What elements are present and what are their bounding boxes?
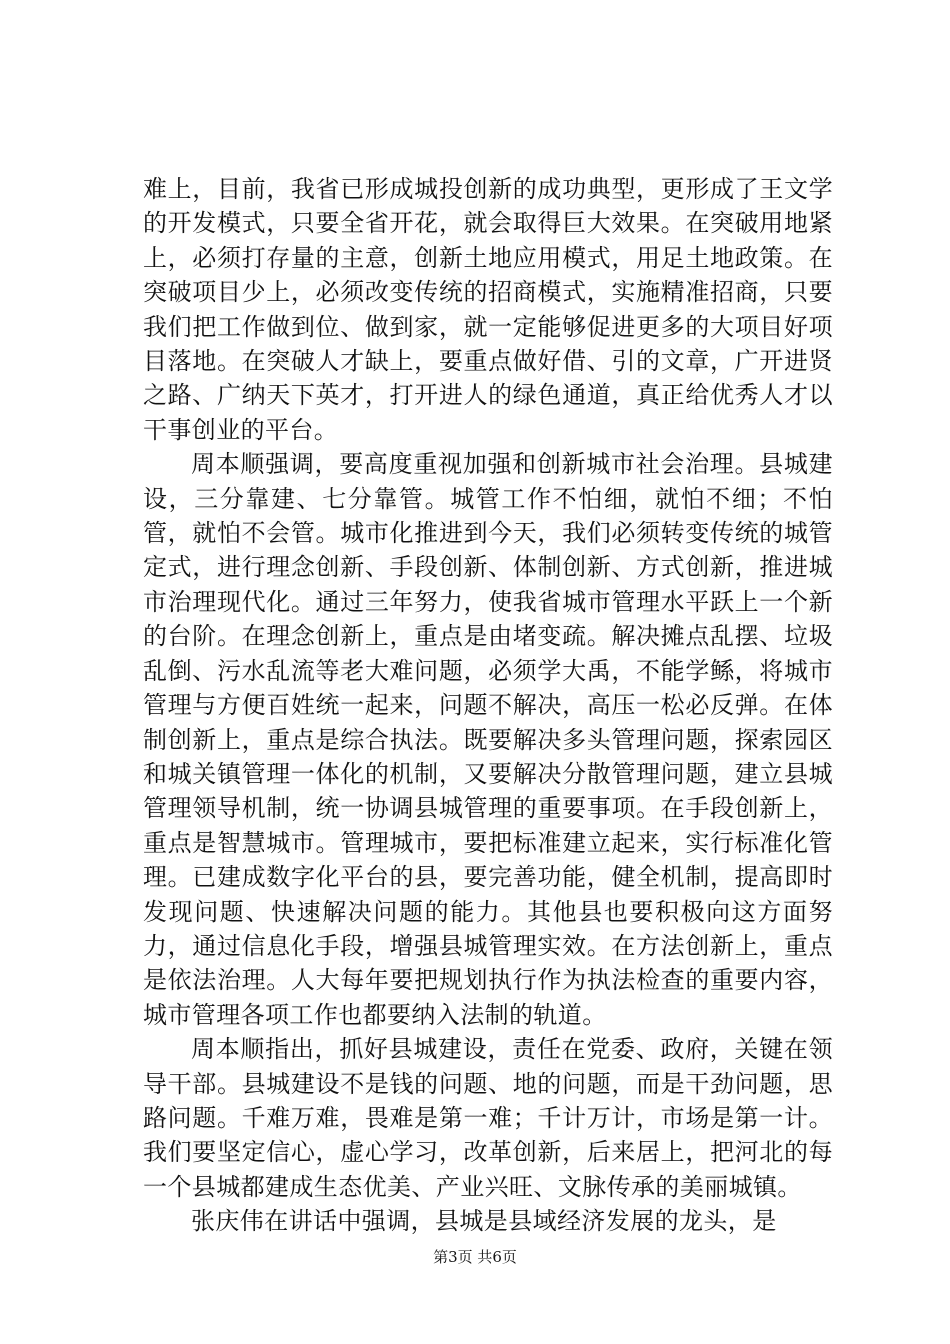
page-number-footer: 第3页 共6页 [433, 1248, 517, 1266]
paragraph-2: 周本顺强调，要高度重视加强和创新城市社会治理。县城建设，三分靠建、七分靠管。城管工作不怕细，就怕不细；不怕管，就怕不会管。城市化推进到今天，我们必须转变传统的城管定式，进行理念创新、手段创新、体制创新、方式创新，推进城市治理现代化。通过三年努力，使我省城市管理水平跃上一个新的台阶。在理念创新上，重点是由堵变疏。解决摊点乱摆、垃圾乱倒、污水乱流等老大难问题，必须学大禹，不能学鲧，将城市管理与方便百姓统一起来，问题不解决，高压一松必反弹。在体制创新上，重点是综合执法。既要解决多头管理问题，探索园区和城关镇管理一体化的机制，又要解决分散管理问题，建立县城管理领导机制，统一协调县城管理的重要事项。在手段创新上，重点是智慧城市。管理城市，要把标准建立起来，实行标准化管理。已建成数字化平台的县，要完善功能，健全机制，提高即时发现问题、快速解决问题的能力。其他县也要积极向这方面努力，通过信息化手段，增强县城管理实效。在方法创新上，重点是依法治理。人大每年要把规划执行作为执法检查的重要内容，城市管理各项工作也都要纳入法制的轨道。 [143, 450, 833, 1029]
paragraph-3: 周本顺指出，抓好县城建设，责任在党委、政府，关键在领导干部。县城建设不是钱的问题、地的问题，而是干劲问题，思路问题。千难万难，畏难是第一难；千计万计，市场是第一计。我们要坚定信心，虚心学习，改革创新，后来居上，把河北的每一个县城都建成生态优美、产业兴旺、文脉传承的美丽城镇。 [143, 1035, 833, 1201]
paragraph-1: 难上，目前，我省已形成城投创新的成功典型，更形成了王文学的开发模式，只要全省开花，就会取得巨大效果。在突破用地紧上，必须打存量的主意，创新土地应用模式，用足土地政策。在突破项目少上，必须改变传统的招商模式，实施精准招商，只要我们把工作做到位、做到家，就一定能够促进更多的大项目好项目落地。在突破人才缺上，要重点做好借、引的文章，广开进贤之路、广纳天下英才，打开进人的绿色通道，真正给优秀人才以干事创业的平台。 [143, 175, 833, 444]
document-body [143, 172, 833, 1239]
paragraph-4: 张庆伟在讲话中强调，县城是县域经济发展的龙头，是 [191, 1207, 777, 1236]
